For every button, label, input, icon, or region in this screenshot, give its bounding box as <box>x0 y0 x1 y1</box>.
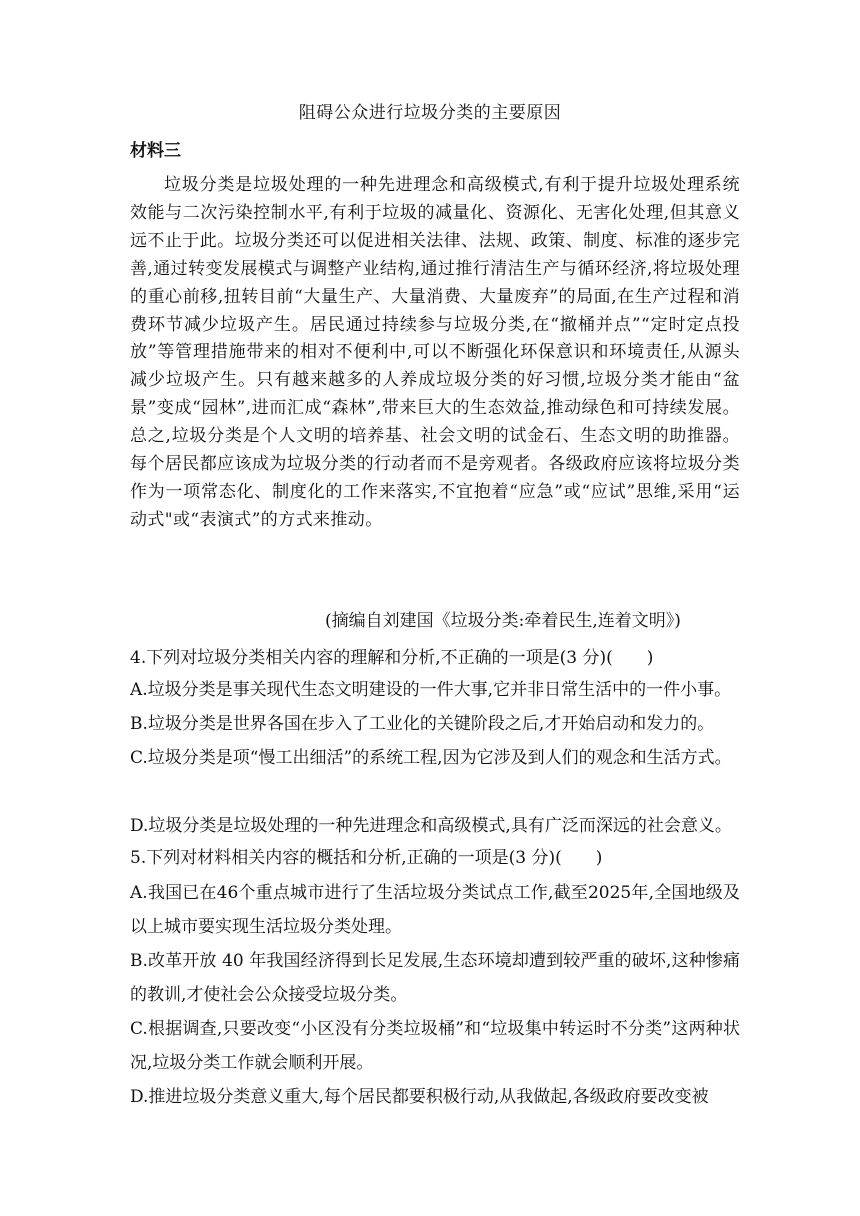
section-heading: 材料三 <box>130 141 181 161</box>
source-citation: (摘编自刘建国《垃圾分类:牵着民生,连着文明》) <box>325 611 681 631</box>
question-4-option-a: A.垃圾分类是事关现代生态文明建设的一件大事,它并非日常生活中的一件小事。 <box>130 680 732 700</box>
question-5-option-b: B.改革开放 40 年我国经济得到长足发展,生态环境却遭到较严重的破坏,这种惨痛的教训,才使社会公众接受垃圾分类。 <box>130 951 740 1005</box>
question-4-stem: 4.下列对垃圾分类相关内容的理解和分析,不正确的一项是(3 分)( ) <box>130 648 654 668</box>
question-4-option-d: D.垃圾分类是垃圾处理的一种先进理念和高级模式,具有广泛而深远的社会意义。 <box>130 816 732 836</box>
material-paragraph: 垃圾分类是垃圾处理的一种先进理念和高级模式,有利于提升垃圾处理系统效能与二次污染控制水平,有利于垃圾的减量化、资源化、无害化处理,但其意义远不止于此。垃圾分类还可以促进相关法律、法规、政策、制度、标准的逐步完善,通过转变发展模式与调整产业结构,通过推行清洁生产与循环经济,将垃圾处理的重心前移,扭转目前“大量生产、大量消费、大量废弃”的局面,在生产过程和消费环节减少垃圾产生。居民通过持续参与垃圾分类,在“撤桶并点”“定时定点投放”等管理措施带来的相对不便利中,可以不断强化环保意识和环境责任,从源头减少垃圾产生。只有越来越多的人养成垃圾分类的好习惯,垃圾分类才能由“盆景”变成“园林”,进而汇成“森林”,带来巨大的生态效益,推动绿色和可持续发展。总之,垃圾分类是个人文明的培养基、社会文明的试金石、生态文明的助推器。每个居民都应该成为垃圾分类的行动者而不是旁观者。各级政府应该将垃圾分类作为一项常态化、制度化的工作来落实,不宜抱着“应急”或“应试”思维,采用“运动式"或“表演式”的方式来推动。 <box>130 175 740 530</box>
question-4-option-b: B.垃圾分类是世界各国在步入了工业化的关键阶段之后,才开始启动和发力的。 <box>130 714 715 734</box>
question-5-option-d: D.推进垃圾分类意义重大,每个居民都要积极行动,从我做起,各级政府要改变被 <box>130 1087 709 1107</box>
question-5-stem: 5.下列对材料相关内容的概括和分析,正确的一项是(3 分)( ) <box>130 848 603 868</box>
chart-title: 阻碍公众进行垃圾分类的主要原因 <box>298 103 562 123</box>
question-4-option-c: C.垃圾分类是项“慢工出细活”的系统工程,因为它涉及到人们的观念和生活方式。 <box>130 748 732 768</box>
question-5-option-c: C.根据调查,只要改变“小区没有分类垃圾桶”和“垃圾集中转运时不分类”这两种状况,垃圾分类工作就会顺利开展。 <box>130 1019 740 1073</box>
question-5-option-a: A.我国已在46个重点城市进行了生活垃圾分类试点工作,截至2025年,全国地级及以上城市要实现生活垃圾分类处理。 <box>130 883 740 937</box>
